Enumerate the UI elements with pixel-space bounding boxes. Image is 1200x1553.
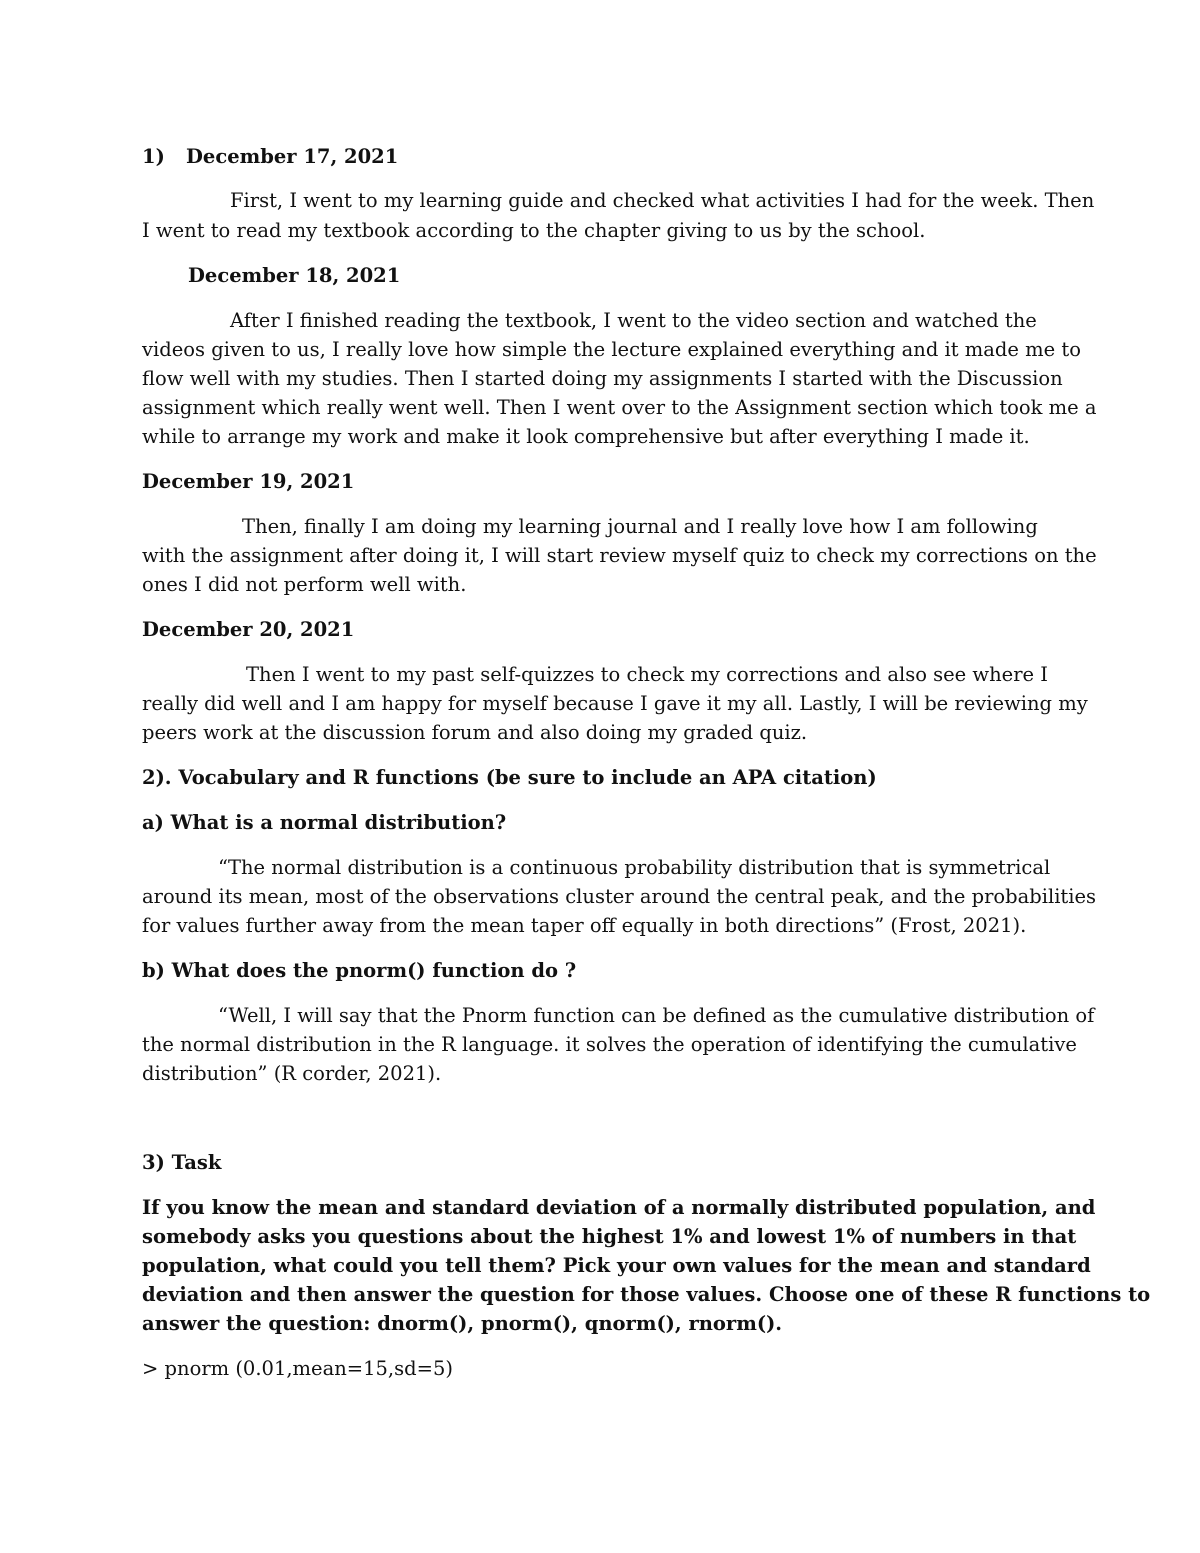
entry-3-line-3: ones I did not perform well with. xyxy=(142,573,467,596)
question-a: a) What is a normal distribution? xyxy=(142,811,507,834)
entry-3-date: December 19, 2021 xyxy=(142,470,355,493)
entry-2-line-5: while to arrange my work and make it look comprehensive but after everything I made it. xyxy=(142,425,1030,448)
entry-1-date: December 17, 2021 xyxy=(186,145,399,168)
entry-4-line-1: Then I went to my past self-quizzes to check my corrections and also see where I xyxy=(246,663,1048,686)
question-b: b) What does the pnorm() function do ? xyxy=(142,959,577,982)
entry-4-date: December 20, 2021 xyxy=(142,618,355,641)
task-prompt-line-4: deviation and then answer the question for those values. Choose one of these R functions to xyxy=(142,1283,1151,1306)
entry-1-line-2: I went to read my textbook according to the chapter giving to us by the school. xyxy=(142,219,926,242)
entry-1-line-1: First, I went to my learning guide and checked what activities I had for the week. Then xyxy=(230,189,1095,212)
answer-b-line-2: the normal distribution in the R language. it solves the operation of identifying the cumulative xyxy=(142,1033,1077,1056)
entry-3-line-2: with the assignment after doing it, I will start review myself quiz to check my corrections on the xyxy=(142,544,1097,567)
r-code-line: > pnorm (0.01,mean=15,sd=5) xyxy=(142,1357,453,1380)
task-prompt-line-3: population, what could you tell them? Pick your own values for the mean and standard xyxy=(142,1254,1091,1277)
answer-a-line-2: around its mean, most of the observations cluster around the central peak, and the probabilities xyxy=(142,885,1097,908)
task-prompt-line-1: If you know the mean and standard deviation of a normally distributed population, and xyxy=(142,1196,1096,1219)
entry-1-heading xyxy=(142,142,1062,171)
answer-b-line-1: “Well, I will say that the Pnorm function can be defined as the cumulative distribution of xyxy=(218,1004,1095,1027)
entry-3-line-1: Then, finally I am doing my learning journal and I really love how I am following xyxy=(242,515,1038,538)
entry-4-line-3: peers work at the discussion forum and also doing my graded quiz. xyxy=(142,721,808,744)
entry-1-number: 1) xyxy=(142,145,165,168)
entry-2-line-2: videos given to us, I really love how simple the lecture explained everything and it made me to xyxy=(142,338,1081,361)
entry-2-line-3: flow well with my studies. Then I started doing my assignments I started with the Discussion xyxy=(142,367,1063,390)
answer-b-line-3: distribution” (R corder, 2021). xyxy=(142,1062,442,1085)
section-2-heading: 2). Vocabulary and R functions (be sure to include an APA citation) xyxy=(142,766,877,789)
task-prompt-line-5: answer the question: dnorm(), pnorm(), qnorm(), rnorm(). xyxy=(142,1312,783,1335)
entry-2-line-4: assignment which really went well. Then I went over to the Assignment section which took me a xyxy=(142,396,1097,419)
section-3-heading: 3) Task xyxy=(142,1151,222,1174)
entry-2-date: December 18, 2021 xyxy=(188,264,401,287)
task-prompt-line-2: somebody asks you questions about the highest 1% and lowest 1% of numbers in that xyxy=(142,1225,1077,1248)
answer-a-line-1: “The normal distribution is a continuous probability distribution that is symmetrical xyxy=(218,856,1051,879)
entry-4-line-2: really did well and I am happy for myself because I gave it my all. Lastly, I will be reviewing my xyxy=(142,692,1088,715)
entry-2-line-1: After I finished reading the textbook, I went to the video section and watched the xyxy=(230,309,1037,332)
answer-a-line-3: for values further away from the mean taper off equally in both directions” (Frost, 2021). xyxy=(142,914,1027,937)
